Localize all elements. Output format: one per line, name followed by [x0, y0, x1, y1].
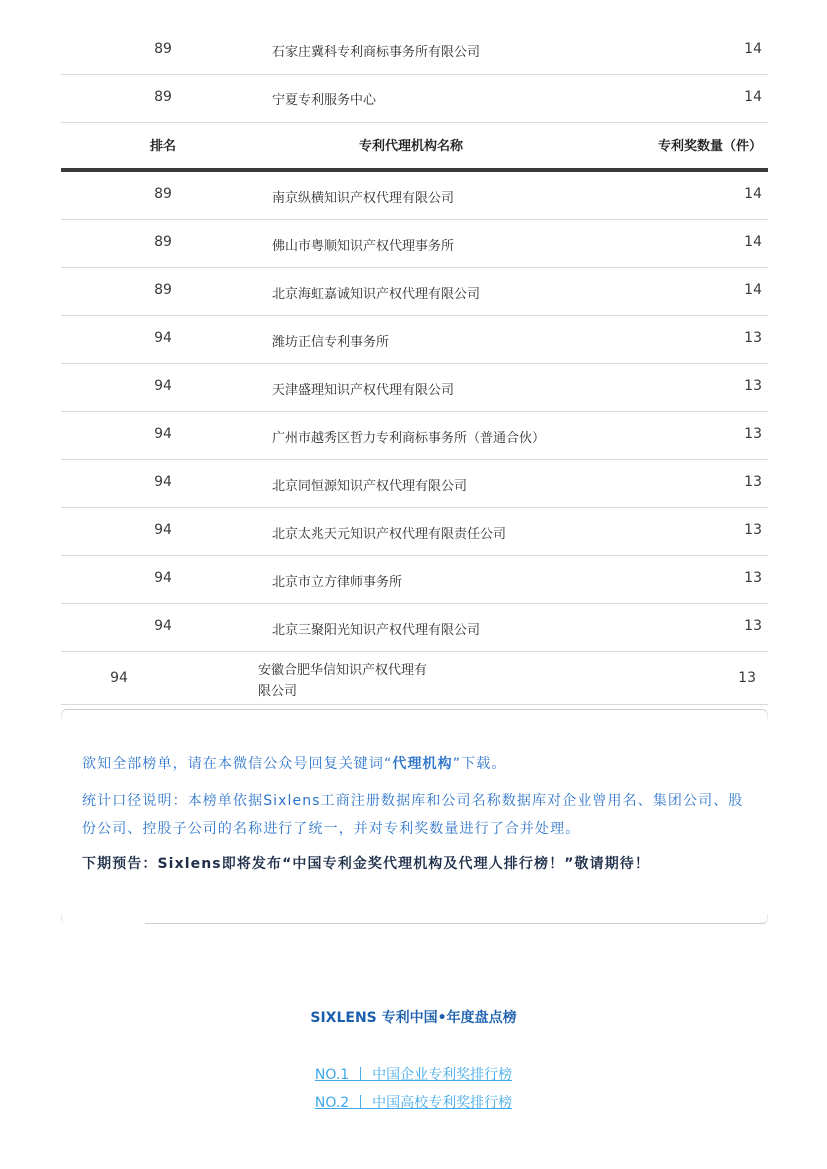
agency-name-cell: 北京太兆天元知识产权代理有限责任公司: [272, 527, 507, 542]
agency-name-cell: 北京市立方律师事务所: [272, 575, 403, 590]
rank-cell: 89: [154, 234, 172, 250]
link-university-ranking[interactable]: NO.2 丨 中国高校专利奖排行榜: [314, 1095, 513, 1111]
rank-cell: 94: [110, 670, 128, 686]
table-row: [61, 316, 768, 364]
table-row: [61, 364, 768, 412]
rank-cell: 94: [154, 426, 172, 442]
download-hint-before: 欲知全部榜单，请在本微信公众号回复关键词“: [82, 756, 393, 772]
rank-cell: 89: [154, 89, 172, 105]
count-cell: 13: [738, 670, 756, 686]
table-header: [61, 123, 768, 172]
table-row: [61, 604, 768, 652]
agency-name-cell: 北京同恒源知识产权代理有限公司: [272, 479, 468, 494]
header-count: 专利奖数量（件）: [657, 139, 762, 154]
table-row: [61, 27, 768, 75]
series-title: SIXLENS 专利中国•年度盘点榜: [310, 1010, 517, 1026]
notice-border-corner: [61, 914, 71, 924]
next-issue-preview: 下期预告：Sixlens即将发布“中国专利金奖代理机构及代理人排行榜！”敬请期待！: [82, 856, 651, 872]
methodology-note: 统计口径说明：本榜单依据Sixlens工商注册数据库和公司名称数据库对企业曾用名、集团公司、股份公司、控股子公司的名称进行了统一，并对专利奖数量进行了合并处理。: [82, 793, 744, 837]
agency-name-cell: [258, 660, 448, 702]
agency-name-cell: 潍坊正信专利事务所: [272, 335, 390, 350]
rank-cell: 89: [154, 41, 172, 57]
ranking-table: [61, 27, 768, 705]
notice-box: [61, 709, 768, 924]
table-row: [61, 556, 768, 604]
agency-name-cell: 天津盛理知识产权代理有限公司: [272, 383, 455, 398]
table-row: [61, 508, 768, 556]
agency-name-cell: 石家庄冀科专利商标事务所有限公司: [272, 45, 481, 60]
agency-name-cell: 南京纵横知识产权代理有限公司: [272, 191, 455, 206]
rank-cell: 94: [154, 330, 172, 346]
download-hint: [82, 750, 752, 778]
count-cell: 14: [744, 41, 762, 57]
rank-cell: 94: [154, 378, 172, 394]
table-row: [61, 460, 768, 508]
count-cell: 14: [744, 186, 762, 202]
download-hint-after: ”下载。: [452, 756, 507, 772]
count-cell: 13: [744, 426, 762, 442]
rank-cell: 89: [154, 186, 172, 202]
notice-border-bottom: [145, 914, 768, 924]
link-enterprise-ranking[interactable]: NO.1 丨 中国企业专利奖排行榜: [314, 1067, 513, 1083]
header-rank: 排名: [149, 139, 176, 154]
notice-border-top: [61, 709, 768, 719]
agency-name-cell: 北京海虹嘉诚知识产权代理有限公司: [272, 287, 481, 302]
table-row: [61, 268, 768, 316]
rank-cell: 94: [154, 474, 172, 490]
agency-name-cell: 北京三聚阳光知识产权代理有限公司: [272, 623, 481, 638]
table-row: [61, 412, 768, 460]
header-agency-name: 专利代理机构名称: [359, 139, 464, 154]
agency-name-line2: 限公司: [258, 684, 298, 699]
count-cell: 14: [744, 234, 762, 250]
rank-cell: 94: [154, 522, 172, 538]
count-cell: 13: [744, 522, 762, 538]
count-cell: 13: [744, 474, 762, 490]
table-row: [61, 75, 768, 123]
count-cell: 13: [744, 570, 762, 586]
rank-cell: 89: [154, 282, 172, 298]
count-cell: 14: [744, 89, 762, 105]
rank-cell: 94: [154, 570, 172, 586]
agency-name-cell: 宁夏专利服务中心: [272, 93, 377, 108]
agency-name-line1: 安徽合肥华信知识产权代理有: [258, 663, 428, 678]
count-cell: 14: [744, 282, 762, 298]
count-cell: 13: [744, 330, 762, 346]
keyword: 代理机构: [392, 756, 453, 772]
count-cell: 13: [744, 618, 762, 634]
table-row: [61, 172, 768, 220]
table-row: [61, 652, 768, 705]
agency-name-cell: 佛山市粤顺知识产权代理事务所: [272, 239, 455, 254]
count-cell: 13: [744, 378, 762, 394]
agency-name-cell: 广州市越秀区哲力专利商标事务所（普通合伙）: [272, 431, 546, 446]
rank-cell: 94: [154, 618, 172, 634]
table-row: [61, 220, 768, 268]
